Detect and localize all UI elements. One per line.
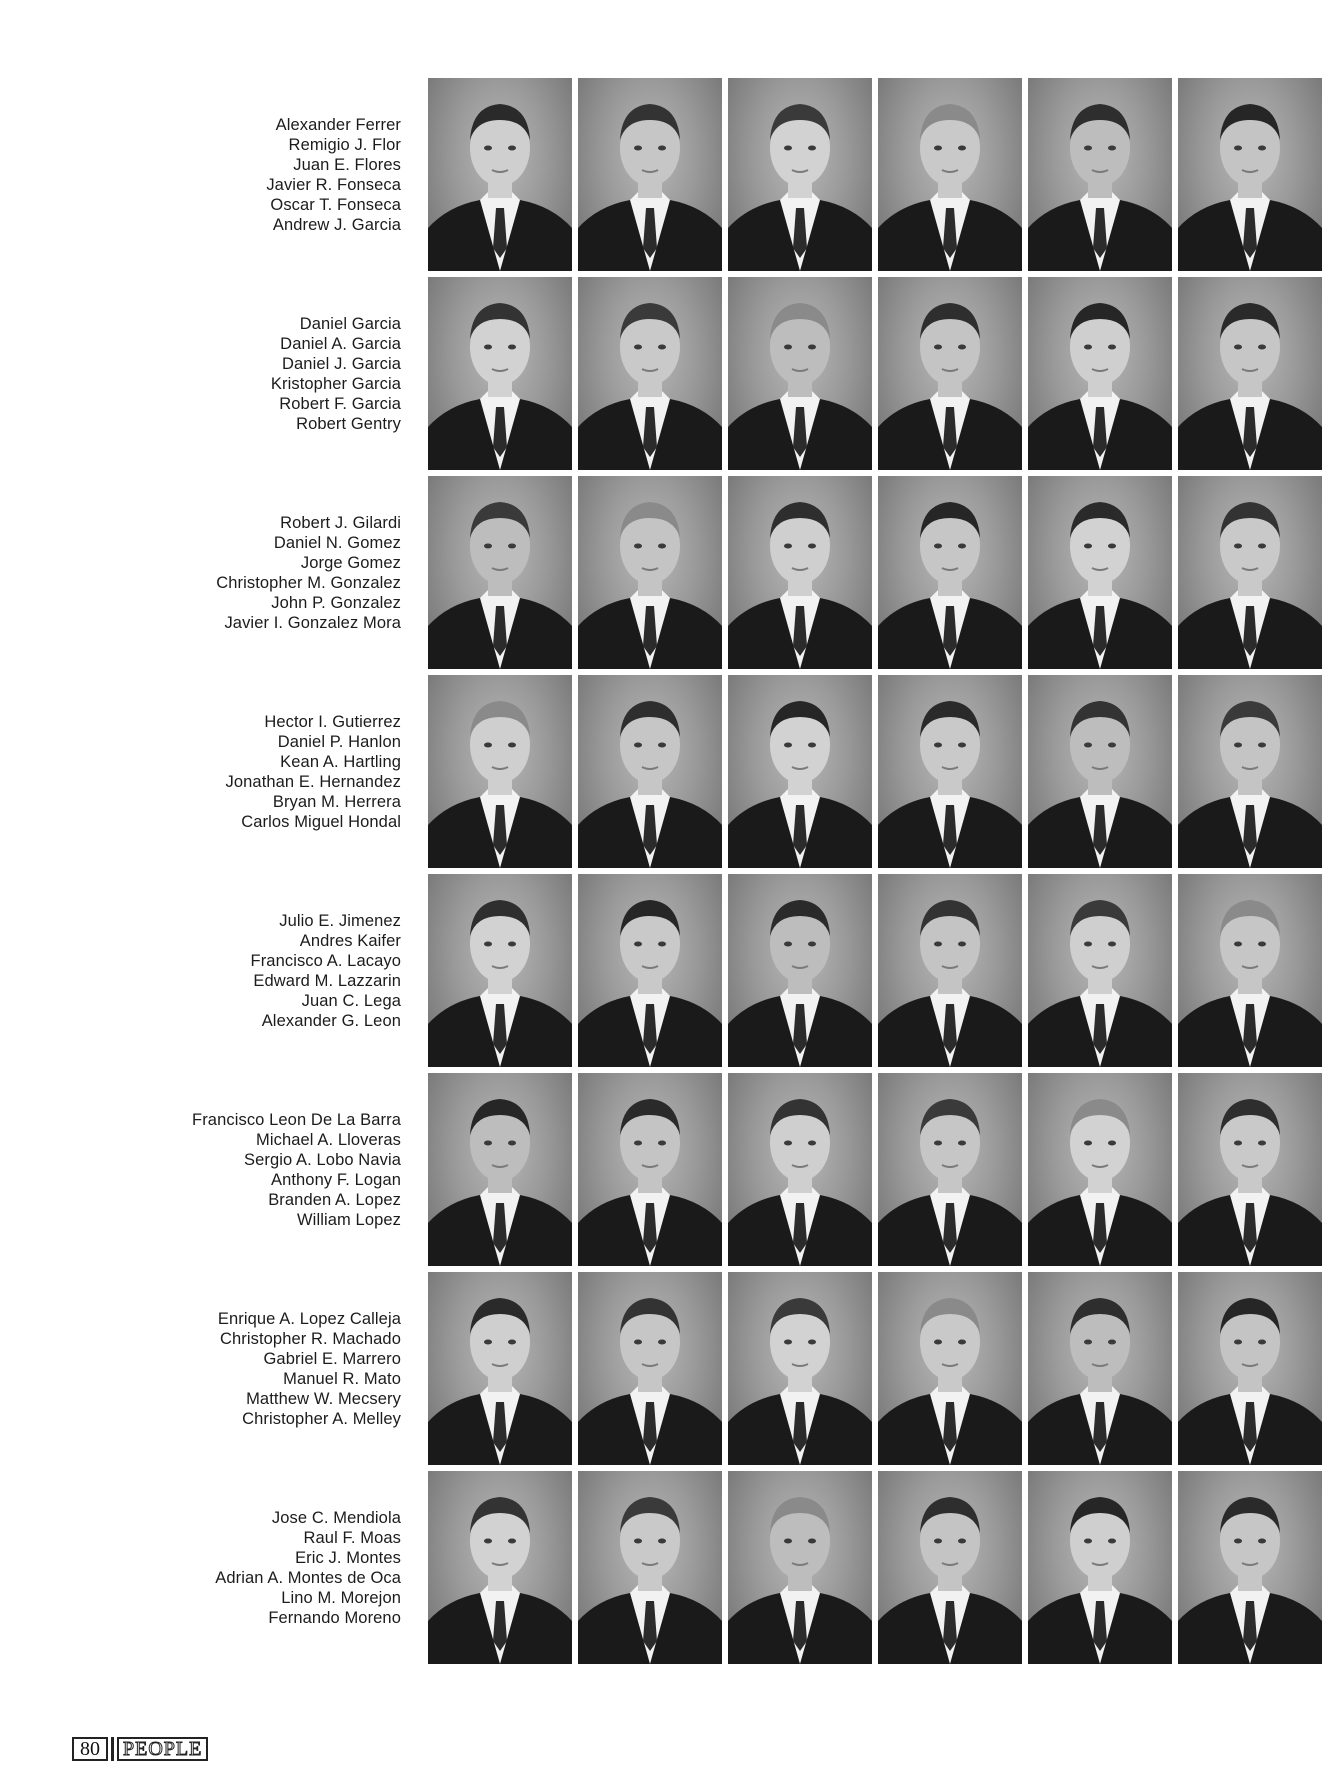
student-portrait bbox=[578, 1073, 722, 1266]
photo-strip bbox=[428, 78, 1322, 271]
photo-strip bbox=[428, 476, 1322, 669]
photo-strip bbox=[428, 277, 1322, 470]
student-name: Jose C. Mendiola bbox=[271, 1508, 401, 1527]
student-portrait bbox=[428, 277, 572, 470]
portrait-row bbox=[0, 1471, 1342, 1664]
student-name: Javier I. Gonzalez Mora bbox=[224, 613, 401, 632]
student-name: Anthony F. Logan bbox=[270, 1170, 401, 1189]
student-name: Robert J. Gilardi bbox=[280, 513, 401, 532]
student-name: Fernando Moreno bbox=[268, 1608, 401, 1627]
student-portrait bbox=[1178, 476, 1322, 669]
student-name: Kristopher Garcia bbox=[270, 374, 401, 393]
student-name: Daniel P. Hanlon bbox=[277, 732, 401, 751]
name-list bbox=[251, 874, 401, 1067]
student-name: Gabriel E. Marrero bbox=[263, 1349, 401, 1368]
student-name: Eric J. Montes bbox=[295, 1548, 401, 1567]
student-name: Manuel R. Mato bbox=[283, 1369, 401, 1388]
student-portrait bbox=[578, 874, 722, 1067]
student-portrait bbox=[728, 1471, 872, 1664]
student-portrait bbox=[1028, 78, 1172, 271]
student-portrait bbox=[428, 874, 572, 1067]
student-portrait bbox=[878, 1272, 1022, 1465]
student-portrait bbox=[428, 675, 572, 868]
student-name: Juan C. Lega bbox=[301, 991, 401, 1010]
name-list bbox=[218, 1272, 401, 1465]
student-portrait bbox=[878, 1471, 1022, 1664]
name-list bbox=[215, 1471, 401, 1664]
student-name: Michael A. Lloveras bbox=[256, 1130, 401, 1149]
student-name: Andrew J. Garcia bbox=[272, 215, 401, 234]
student-name: Oscar T. Fonseca bbox=[270, 195, 401, 214]
student-portrait bbox=[878, 78, 1022, 271]
student-name: Daniel N. Gomez bbox=[273, 533, 401, 552]
section-label: PEOPLE bbox=[117, 1737, 208, 1761]
student-portrait bbox=[1028, 874, 1172, 1067]
student-portrait bbox=[578, 1272, 722, 1465]
student-portrait bbox=[1178, 78, 1322, 271]
student-name: Julio E. Jimenez bbox=[279, 911, 401, 930]
student-name: Sergio A. Lobo Navia bbox=[243, 1150, 401, 1169]
student-name: Matthew W. Mecsery bbox=[246, 1389, 401, 1408]
student-portrait bbox=[1028, 1471, 1172, 1664]
portrait-row bbox=[0, 78, 1342, 271]
student-name: Daniel A. Garcia bbox=[280, 334, 401, 353]
student-name: Francisco A. Lacayo bbox=[250, 951, 401, 970]
student-name: Robert F. Garcia bbox=[279, 394, 401, 413]
student-portrait bbox=[878, 675, 1022, 868]
student-portrait bbox=[578, 1471, 722, 1664]
student-name: Adrian A. Montes de Oca bbox=[215, 1568, 401, 1587]
student-name: Enrique A. Lopez Calleja bbox=[217, 1309, 401, 1328]
student-portrait bbox=[878, 277, 1022, 470]
student-name: Hector I. Gutierrez bbox=[264, 712, 401, 731]
student-portrait bbox=[578, 476, 722, 669]
name-list bbox=[216, 476, 401, 669]
portrait-row bbox=[0, 277, 1342, 470]
student-name: Javier R. Fonseca bbox=[266, 175, 401, 194]
page-number: 80 bbox=[72, 1737, 108, 1761]
student-name: Andres Kaifer bbox=[299, 931, 401, 950]
footer-divider bbox=[111, 1737, 114, 1761]
student-name: Robert Gentry bbox=[296, 414, 401, 433]
student-portrait bbox=[1028, 277, 1172, 470]
student-portrait bbox=[1028, 476, 1172, 669]
page-footer bbox=[72, 1737, 208, 1761]
name-list bbox=[266, 78, 401, 271]
photo-strip bbox=[428, 1073, 1322, 1266]
student-name: Kean A. Hartling bbox=[280, 752, 401, 771]
name-list bbox=[271, 277, 401, 470]
student-portrait bbox=[1178, 1272, 1322, 1465]
student-name: Lino M. Morejon bbox=[281, 1588, 401, 1607]
student-name: Remigio J. Flor bbox=[288, 135, 401, 154]
student-portrait bbox=[878, 874, 1022, 1067]
student-name: Raul F. Moas bbox=[303, 1528, 401, 1547]
student-portrait bbox=[728, 78, 872, 271]
photo-strip bbox=[428, 1272, 1322, 1465]
student-name: Christopher A. Melley bbox=[242, 1409, 401, 1428]
student-portrait bbox=[1178, 1471, 1322, 1664]
portrait-row bbox=[0, 1073, 1342, 1266]
student-portrait bbox=[728, 277, 872, 470]
student-portrait bbox=[878, 1073, 1022, 1266]
student-name: Edward M. Lazzarin bbox=[253, 971, 401, 990]
student-portrait bbox=[728, 874, 872, 1067]
student-name: Bryan M. Herrera bbox=[272, 792, 401, 811]
student-portrait bbox=[878, 476, 1022, 669]
portrait-row bbox=[0, 476, 1342, 669]
photo-strip bbox=[428, 675, 1322, 868]
student-portrait bbox=[1028, 1073, 1172, 1266]
student-portrait bbox=[1178, 1073, 1322, 1266]
student-portrait bbox=[428, 78, 572, 271]
student-portrait bbox=[428, 1272, 572, 1465]
portrait-row bbox=[0, 874, 1342, 1067]
photo-strip bbox=[428, 874, 1322, 1067]
student-portrait bbox=[578, 277, 722, 470]
student-portrait bbox=[728, 675, 872, 868]
student-portrait bbox=[428, 1073, 572, 1266]
student-name: Daniel J. Garcia bbox=[282, 354, 401, 373]
student-portrait bbox=[1178, 874, 1322, 1067]
student-portrait bbox=[1028, 1272, 1172, 1465]
student-name: Branden A. Lopez bbox=[268, 1190, 401, 1209]
student-name: Alexander Ferrer bbox=[275, 115, 401, 134]
student-portrait bbox=[1178, 277, 1322, 470]
portrait-row bbox=[0, 1272, 1342, 1465]
name-list bbox=[192, 1073, 401, 1266]
student-portrait bbox=[728, 1073, 872, 1266]
student-name: Christopher R. Machado bbox=[219, 1329, 401, 1348]
student-name: John P. Gonzalez bbox=[271, 593, 401, 612]
student-name: Jorge Gomez bbox=[300, 553, 401, 572]
student-portrait bbox=[428, 476, 572, 669]
student-portrait bbox=[578, 675, 722, 868]
portrait-row bbox=[0, 675, 1342, 868]
student-name: Francisco Leon De La Barra bbox=[192, 1110, 401, 1129]
student-portrait bbox=[1178, 675, 1322, 868]
student-name: William Lopez bbox=[297, 1210, 401, 1229]
name-list bbox=[226, 675, 401, 868]
student-name: Juan E. Flores bbox=[293, 155, 401, 174]
student-name: Jonathan E. Hernandez bbox=[225, 772, 401, 791]
student-portrait bbox=[578, 78, 722, 271]
student-portrait bbox=[728, 476, 872, 669]
student-portrait bbox=[728, 1272, 872, 1465]
photo-strip bbox=[428, 1471, 1322, 1664]
student-name: Christopher M. Gonzalez bbox=[216, 573, 401, 592]
student-portrait bbox=[428, 1471, 572, 1664]
student-name: Carlos Miguel Hondal bbox=[241, 812, 401, 831]
student-name: Alexander G. Leon bbox=[261, 1011, 401, 1030]
student-portrait bbox=[1028, 675, 1172, 868]
student-name: Daniel Garcia bbox=[299, 314, 401, 333]
